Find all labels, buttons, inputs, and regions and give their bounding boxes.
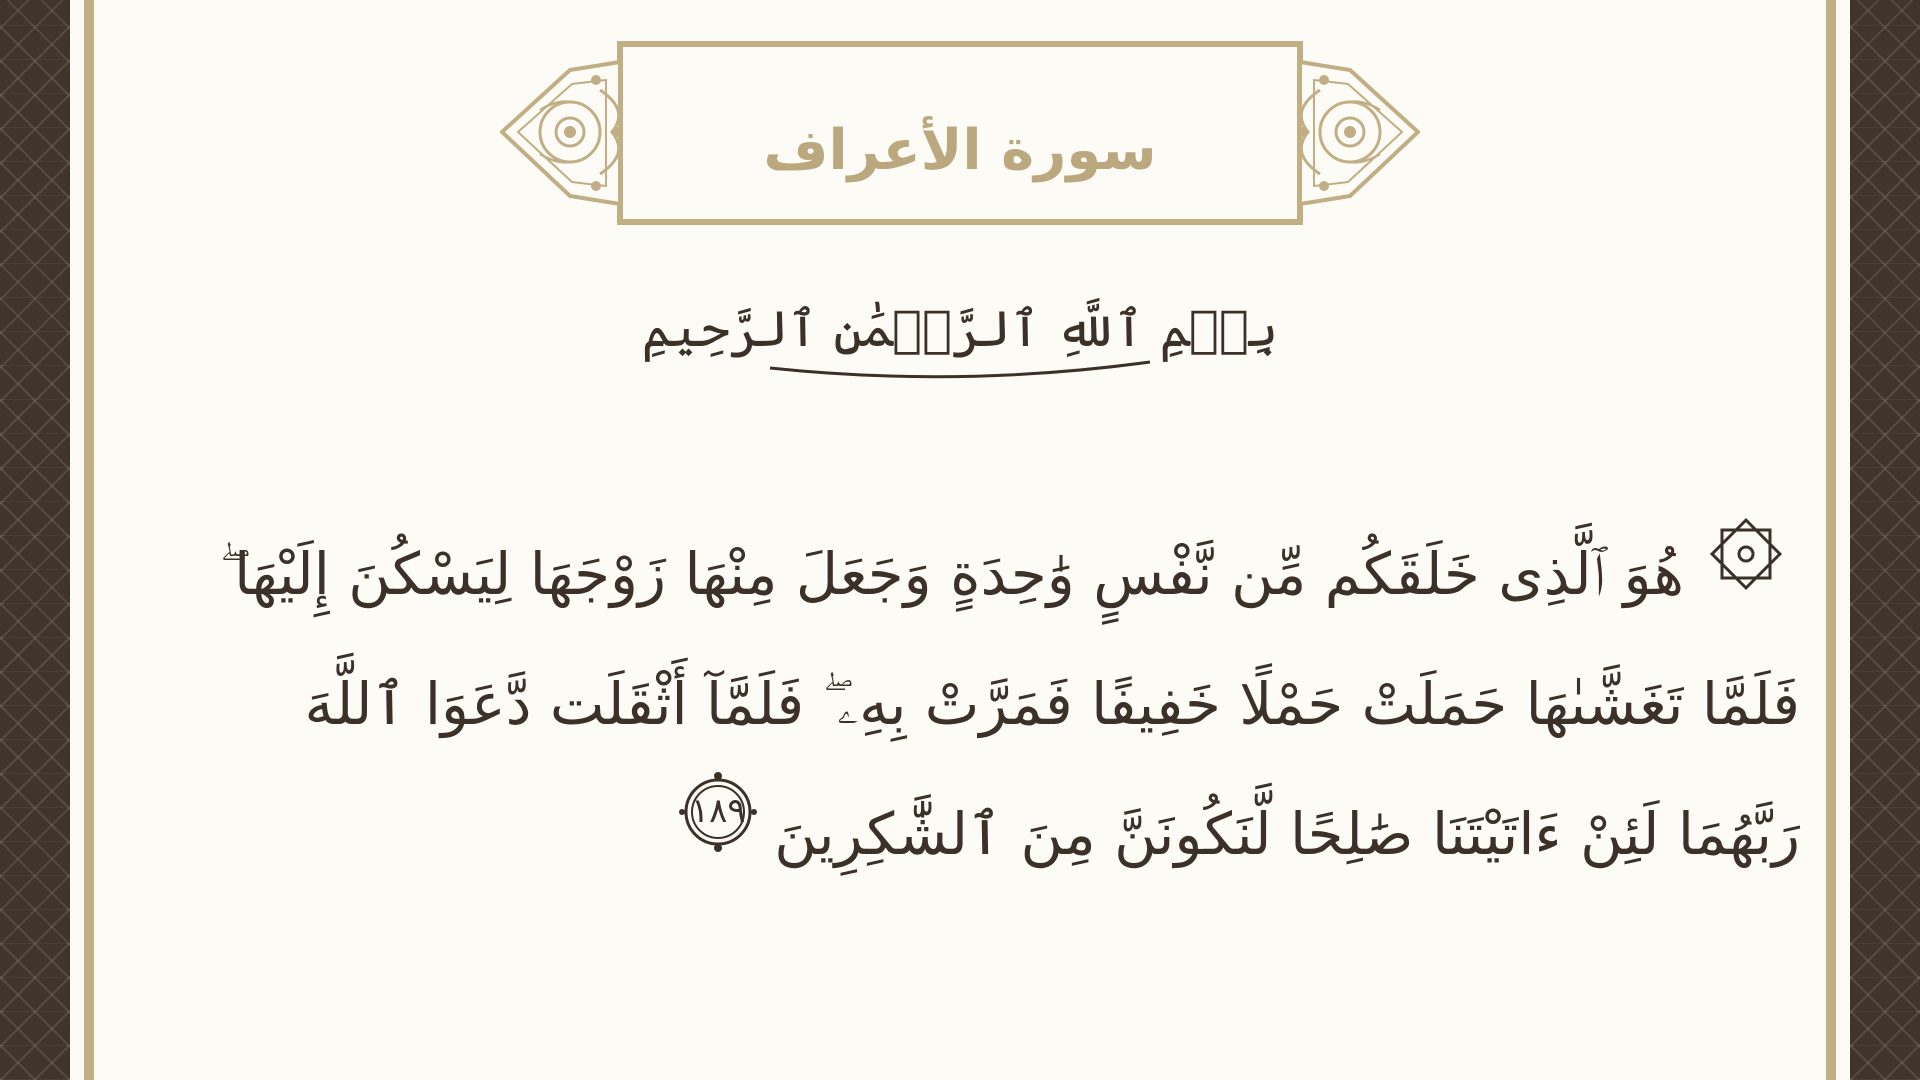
surah-title-cartouche [500,40,1420,230]
verse-line-3 [120,765,1800,895]
gold-rule-left [84,0,94,1080]
ornamental-border-left [0,0,70,1080]
ornamental-border-right [1850,0,1920,1080]
surah-title: سورة الأعراف [763,118,1157,183]
ayah-number: ١٨٩ [690,790,746,831]
gold-rule-right [1826,0,1836,1080]
verse-line-2 [120,635,1800,765]
basmala: بِسۡمِ ٱللَّهِ ٱلرَّحۡمَٰنِ ٱلرَّحِيمِ [641,300,1279,358]
verse-block [120,505,1800,895]
verse-line-1 [120,505,1800,635]
basmala-flourish [760,350,1160,390]
ayah-end-marker [676,769,760,899]
verse-line-3-text: رَبَّهُمَا لَئِنْ ءَاتَيْتَنَا صَٰلِحًا لَّنَكُونَنَّ مِنَ ٱلشَّٰكِرِينَ [774,799,1800,868]
verse-line-2-text: فَلَمَّا تَغَشَّىٰهَا حَمَلَتْ حَمْلًا خَفِيفًا فَمَرَّتْ بِهِۦ ۖ فَلَمَّآ أَثْقَلَت دَّعَوَا ٱللَّهَ [304,669,1800,738]
verse-line-1-text: هُوَ ٱلَّذِى خَلَقَكُم مِّن نَّفْسٍ وَٰحِدَةٍ وَجَعَلَ مِنْهَا زَوْجَهَا لِيَسْكُنَ إِلَيْهَا ۖ [219,539,1684,608]
rub-el-hizb-icon [1706,509,1786,639]
